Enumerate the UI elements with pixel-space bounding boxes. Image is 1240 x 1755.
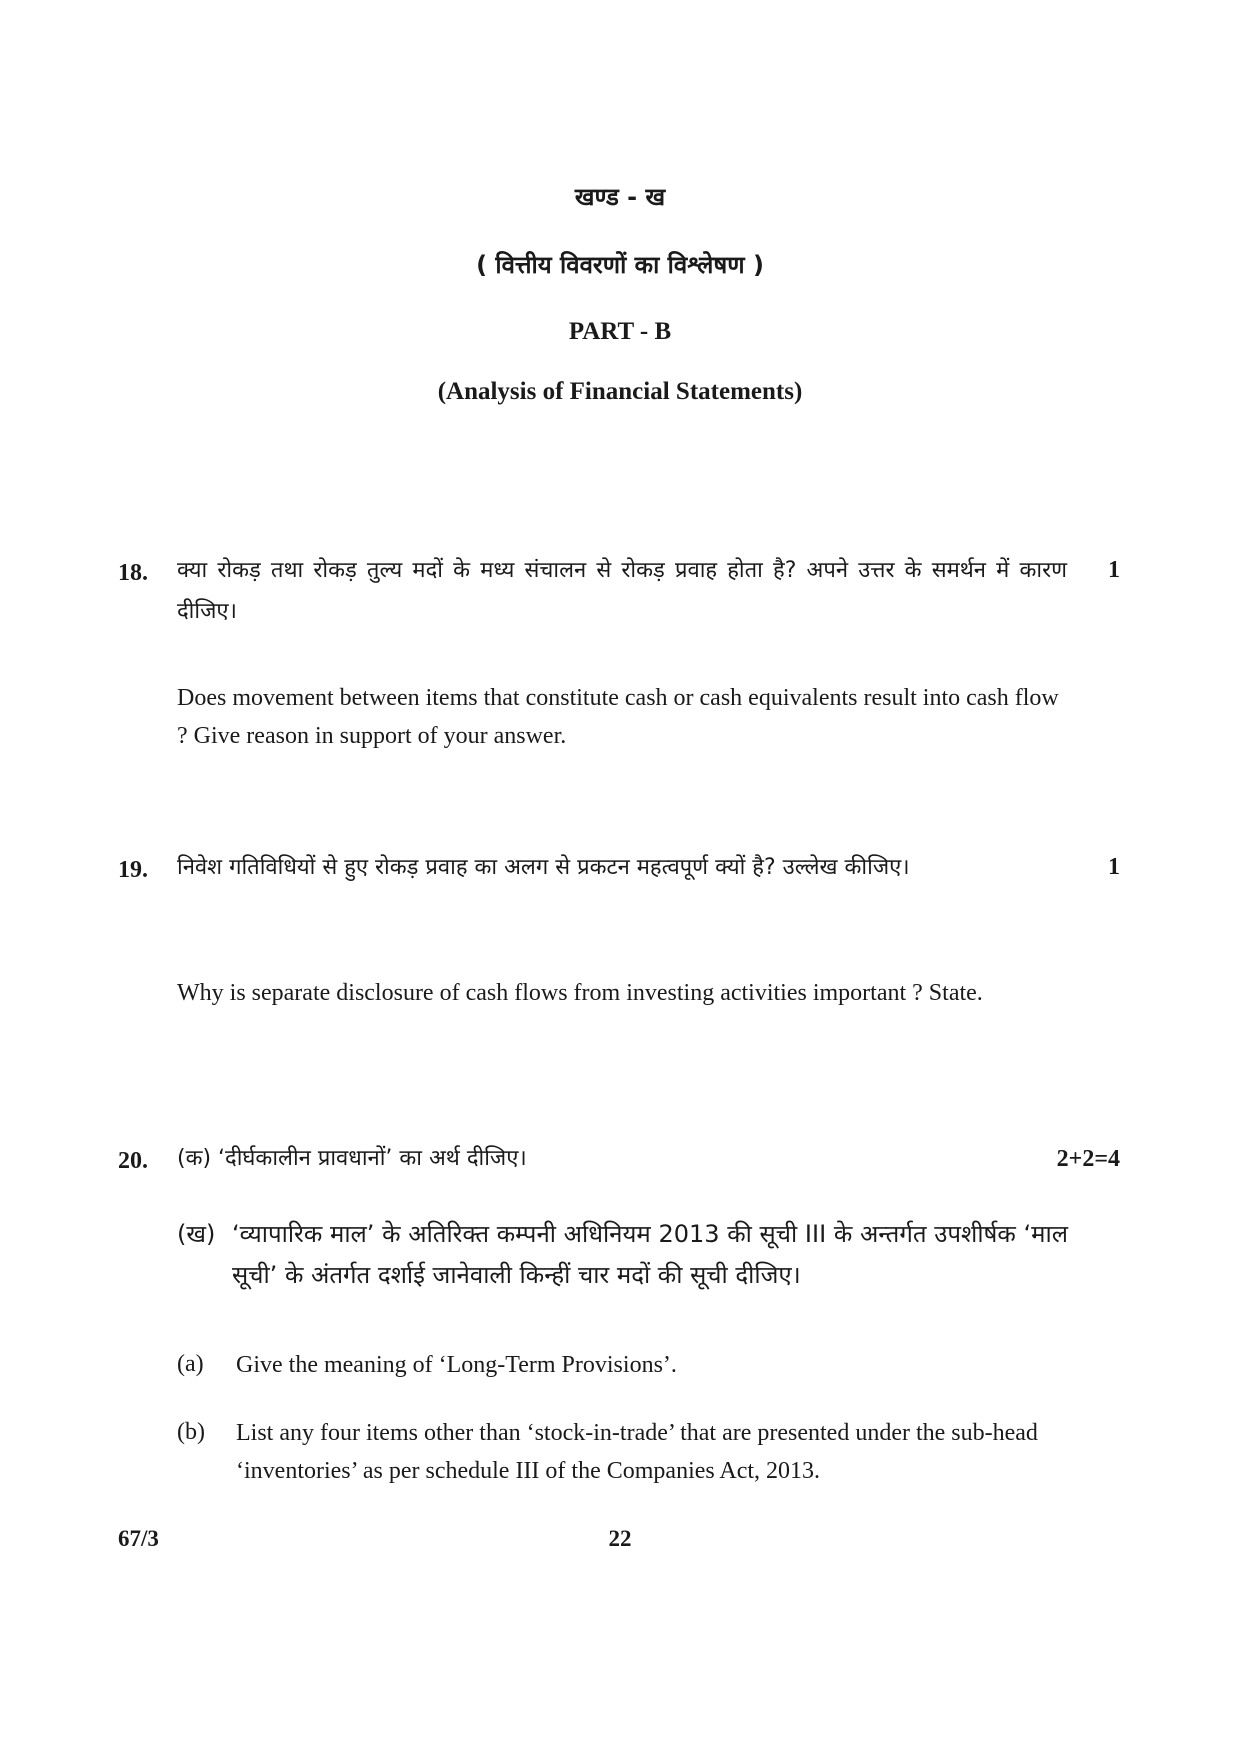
section-title-english: PART - B — [568, 318, 672, 345]
section-title-hindi: खण्ड - ख — [574, 183, 666, 211]
question-20b-hindi: ‘व्यापारिक माल’ के अतिरिक्त कम्पनी अधिनियम 2013 की सूची III के अन्तर्गत उपशीर्षक ‘माल सूची’ के अंतर्गत दर्शाई जानेवाली किन्हीं चार मदों की सूची दीजिए। — [232, 1220, 1068, 1289]
question-number-20: 20. — [118, 1148, 148, 1174]
page-number: 22 — [608, 1526, 632, 1551]
question-19-english: Why is separate disclosure of cash flows from investing activities important ? State. — [177, 980, 983, 1006]
section-subtitle-english: (Analysis of Financial Statements) — [437, 378, 803, 405]
question-19-hindi: निवेश गतिविधियों से हुए रोकड़ प्रवाह का अलग से प्रकटन महत्वपूर्ण क्यों है? उल्लेख कीजिए। — [177, 855, 910, 880]
paper-code: 67/3 — [118, 1526, 159, 1551]
question-20a-hindi: (क) ‘दीर्घकालीन प्रावधानों’ का अर्थ दीजिए। — [177, 1146, 527, 1171]
question-18-hindi: क्या रोकड़ तथा रोकड़ तुल्य मदों के मध्य संचालन से रोकड़ प्रवाह होता है? अपने उत्तर के समर्थन में कारण दीजिए। — [177, 558, 1067, 624]
question-20a-english-label: (a) — [177, 1351, 204, 1377]
question-marks-18: 1 — [1108, 557, 1120, 583]
question-20b-english: List any four items other than ‘stock-in-trade’ that are presented under the sub-head ‘inventories’ as per schedule III of the Companies Act, 2013. — [236, 1420, 1038, 1484]
question-marks-20: 2+2=4 — [1056, 1146, 1120, 1172]
question-18-english: Does movement between items that constitute cash or cash equivalents result into cash flow ? Give reason in support of your answer. — [177, 685, 1059, 749]
question-20b-english-label: (b) — [177, 1419, 205, 1445]
question-marks-19: 1 — [1108, 854, 1120, 880]
question-20a-english: Give the meaning of ‘Long-Term Provisions’. — [236, 1352, 677, 1378]
question-number-19: 19. — [118, 857, 148, 883]
section-subtitle-hindi: ( वित्तीय विवरणों का विश्लेषण ) — [476, 251, 764, 279]
question-20b-hindi-label: (ख) — [177, 1220, 216, 1248]
question-number-18: 18. — [118, 560, 148, 586]
